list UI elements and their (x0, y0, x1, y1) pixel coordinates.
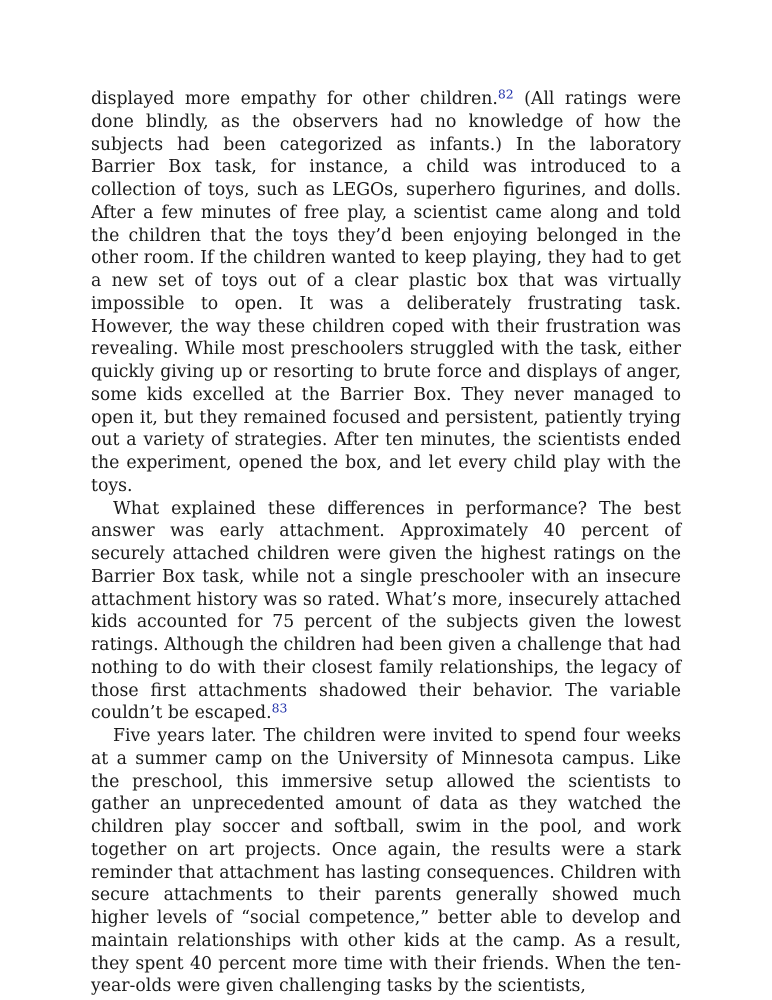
paragraph-1-text-start: displayed more empathy for other children. (91, 89, 498, 109)
footnote-ref-82[interactable]: 82 (497, 86, 514, 102)
paragraph-2-text: What explained these differences in performance? The best answer was early attachment. Approximately 40 percent of securely attached children were given the highest ratings on the Barrier Box task, while not a single preschooler with an insecure attachment history was so rated. What’s more, insecurely attached kids accounted for 75 percent of the subjects given the lowest ratings. Although the children had been given a challenge that had nothing to do with their closest family relationships, the legacy of those first attachments shadowed their behavior. The variable couldn’t be escaped. (91, 498, 681, 724)
paragraph-2 (91, 498, 681, 726)
paragraph-3 (91, 725, 681, 998)
paragraph-3-text: Five years later. The children were invited to spend four weeks at a summer camp on the University of Minnesota campus. Like the preschool, this immersive setup allowed the scientists to gather an unprecedented amount of data as they watched the children play soccer and softball, swim in the pool, and work together on art projects. Once again, the results were a stark reminder that attachment has lasting consequences. Children with secure attachments to their parents generally showed much higher levels of “social competence,” better able to develop and maintain relationships with other kids at the camp. As a result, they spent 40 percent more time with their friends. When the ten-year-olds were given challenging tasks by the scientists, (91, 726, 681, 997)
paragraph-1-text-end: (All ratings were done blindly, as the observers had no knowledge of how the subjects had been categorized as infants.) In the laboratory Barrier Box task, for instance, a child was introduced to a collection of toys, such as LEGOs, superhero figurines, and dolls. After a few minutes of free play, a scientist came along and told the children that the toys they’d been enjoying belonged in the other room. If the children wanted to keep playing, they had to get a new set of toys out of a clear plastic box that was virtually impossible to open. It was a deliberately frustrating task. However, the way these children coped with their frustration was revealing. While most preschoolers struggled with the task, either quickly giving up or resorting to brute force and displays of anger, some kids excelled at the Barrier Box. They never managed to open it, but they remained focused and persistent, patiently trying out a variety of strategies. After ten minutes, the scientists ended the experiment, opened the box, and let every child play with the toys. (91, 89, 681, 496)
paragraph-1 (91, 88, 681, 498)
footnote-ref-83[interactable]: 83 (271, 700, 288, 716)
page-body (91, 88, 681, 998)
